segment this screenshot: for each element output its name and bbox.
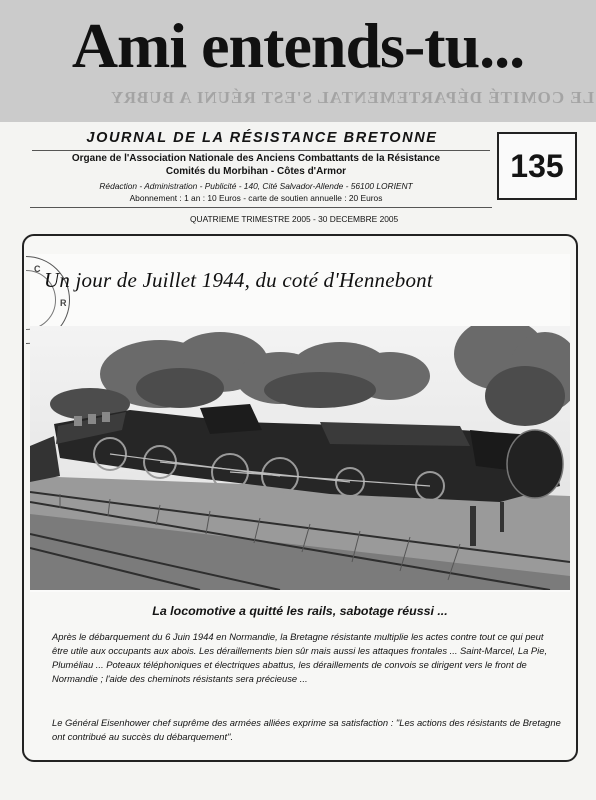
stamp-letter-c: C [34, 264, 41, 274]
newspaper-title: Ami entends-tu... [71, 10, 525, 81]
organ-line: Organe de l'Association Nationale des Anciens Combattants de la Résistance [71, 153, 441, 164]
article-paragraph-2: Le Général Eisenhower chef suprême des armées alliées exprime sa satisfaction : "Les actions des résistants de Bretagne ont contribué au succès du débarquement". [52, 717, 561, 742]
photo-headline: Un jour de Juillet 1944, du coté d'Hennebont [44, 268, 433, 292]
committees-line: Comités du Morbihan - Côtes d'Armor [165, 166, 347, 177]
photo-caption: La locomotive a quitté les rails, sabotage réussi ... [152, 604, 448, 618]
header-divider [30, 207, 492, 208]
journal-title: JOURNAL DE LA RÉSISTANCE BRETONNE [86, 130, 438, 146]
article-paragraph-1: Après le débarquement du 6 Juin 1944 en Normandie, la Bretagne résistante multiplie les actes contre tout ce qui peut être utile aux occupants aux abois. Les déraillements bien sûr mais aussi les attaques frontales ... Saint-Marcel, La Pie, Pluméliau ... Poteaux téléphoniques et électriques abattus, les déraillements de convois se dirigent vers le front de Normandie ; l'aide des cheminots résistants sera précieuse ... [52, 631, 548, 684]
stamp-letter-r: R [60, 298, 67, 308]
issue-date-line: QUATRIEME TRIMESTRE 2005 - 30 DECEMBRE 2005 [190, 214, 399, 224]
derailed-locomotive-photo [30, 326, 570, 590]
masthead [0, 0, 596, 122]
subscription-line: Abonnement : 1 an : 10 Euros - carte de soutien annuelle : 20 Euros [129, 193, 383, 203]
issue-number-box: 135 [497, 132, 577, 200]
title-underline [32, 150, 490, 151]
masthead-bleed-through-text: LE COMITÉ DÉPARTEMENTAL S'EST RÉUNI A BUBRY [110, 88, 594, 107]
address-line: Rédaction - Administration - Publicité - 140, Cité Salvador-Allende - 56100 LORIENT [99, 181, 413, 191]
